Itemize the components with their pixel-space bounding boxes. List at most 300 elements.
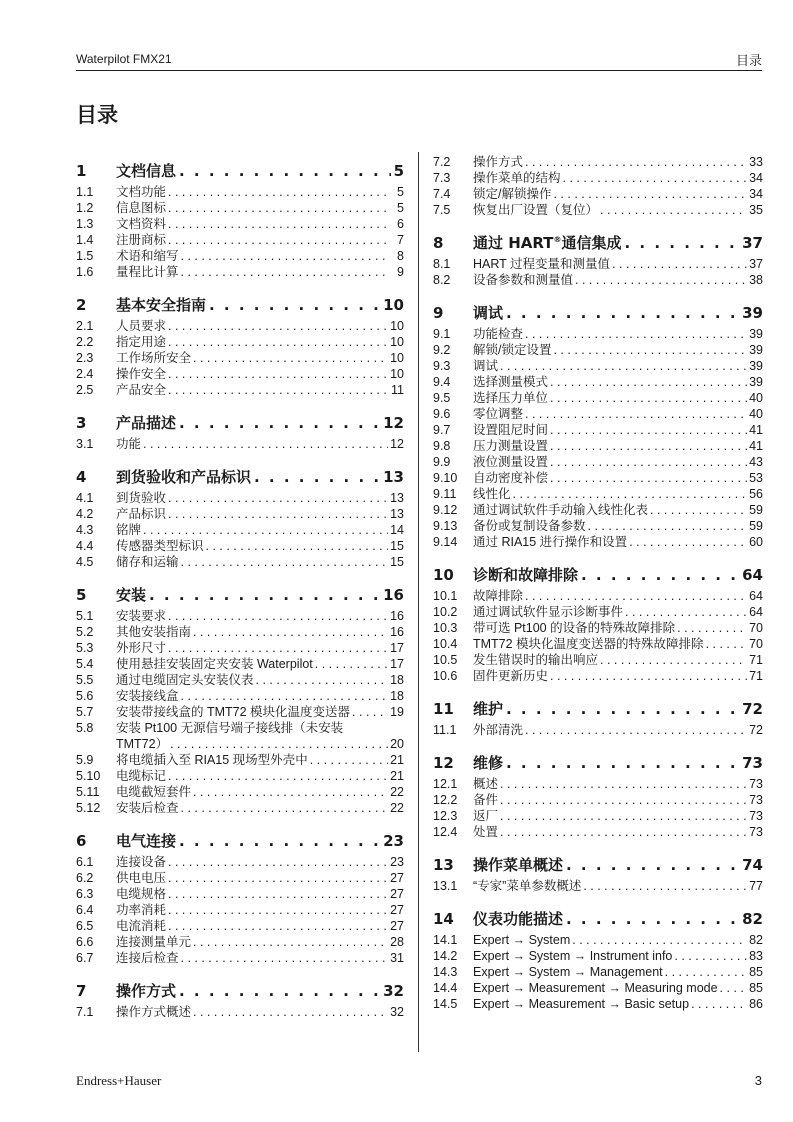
toc-entry[interactable]	[76, 870, 404, 886]
entry-title: 操作方式概述	[116, 1005, 192, 1019]
dot-leader	[566, 856, 739, 874]
section-heading[interactable]	[76, 584, 404, 608]
entry-title: TMT72 模块化温度变送器的特殊故障排除	[473, 637, 704, 651]
toc-entry[interactable]	[433, 948, 763, 964]
toc-entry[interactable]	[433, 342, 763, 358]
toc-entry-continuation[interactable]	[76, 736, 404, 752]
section-heading[interactable]	[433, 854, 763, 878]
entry-number: 9.11	[433, 487, 457, 501]
entry-number: 5.8	[76, 721, 94, 735]
entry-number: 6.1	[76, 855, 94, 869]
entry-page: 23	[390, 855, 404, 869]
entry-number: 9.2	[433, 343, 451, 357]
toc-entry[interactable]	[433, 792, 763, 808]
toc-entry[interactable]	[76, 554, 404, 570]
section-heading[interactable]	[76, 466, 404, 490]
toc-entry[interactable]	[76, 704, 404, 720]
section-page: 5	[393, 162, 404, 180]
entry-title: 通过调试软件显示诊断事件	[473, 605, 624, 619]
toc-section	[76, 294, 404, 398]
section-number: 14	[433, 910, 454, 928]
dot-leader	[168, 382, 388, 398]
section-page: 74	[742, 856, 763, 874]
entry-page: 40	[749, 407, 763, 421]
dot-leader	[181, 248, 388, 264]
header-divider	[76, 70, 762, 71]
dot-leader	[550, 374, 747, 390]
entry-title: 电缆规格	[116, 887, 167, 901]
entry-page: 27	[390, 919, 404, 933]
toc-entry[interactable]	[76, 264, 404, 280]
dot-leader	[193, 1004, 388, 1020]
toc-entry[interactable]	[433, 272, 763, 288]
toc-entry[interactable]	[433, 518, 763, 534]
toc-entry[interactable]	[433, 996, 763, 1012]
entry-title: 选择压力单位	[473, 391, 549, 405]
dot-leader	[550, 422, 747, 438]
section-number: 10	[433, 566, 454, 584]
entry-number: 2.4	[76, 367, 94, 381]
entry-title: 安装后检查	[116, 801, 179, 815]
entry-page: 64	[749, 589, 763, 603]
toc-entry[interactable]	[433, 776, 763, 792]
section-number: 6	[76, 832, 87, 850]
entry-title: 文档功能	[116, 185, 167, 199]
toc-entry[interactable]	[433, 326, 763, 342]
footer-brand: Endress+Hauser	[76, 1073, 162, 1088]
entry-page: 13	[390, 507, 404, 521]
entry-page: 5	[397, 185, 404, 199]
entry-page: 16	[390, 609, 404, 623]
toc-entry[interactable]	[76, 608, 404, 624]
section-page: 37	[742, 234, 763, 252]
dot-leader	[600, 652, 747, 668]
toc-entry[interactable]	[433, 470, 763, 486]
toc-entry[interactable]	[76, 902, 404, 918]
toc-entry[interactable]	[76, 800, 404, 816]
section-title: 安装	[116, 586, 147, 604]
toc-entry[interactable]	[433, 454, 763, 470]
dot-leader	[506, 754, 739, 772]
dot-leader	[181, 688, 388, 704]
dot-leader	[168, 184, 388, 200]
section-title: 文档信息	[116, 162, 177, 180]
toc-section	[433, 698, 763, 738]
entry-page: 39	[749, 343, 763, 357]
entry-page: 31	[390, 951, 404, 965]
entry-title: 处置	[473, 825, 499, 839]
dot-leader	[525, 326, 747, 342]
entry-page: 73	[749, 777, 763, 791]
toc-entry[interactable]	[76, 854, 404, 870]
toc-entry[interactable]	[433, 256, 763, 272]
dot-leader	[588, 518, 747, 534]
entry-title: 电缆截短套件	[116, 785, 192, 799]
entry-number: 3.1	[76, 437, 94, 451]
entry-number: 4.3	[76, 523, 94, 537]
entry-page: 9	[397, 265, 404, 279]
entry-page: 10	[390, 351, 404, 365]
section-heading[interactable]	[433, 232, 763, 256]
entry-number: 9.8	[433, 439, 451, 453]
entry-number: 9.3	[433, 359, 451, 373]
entry-page: 27	[390, 871, 404, 885]
entry-number: 5.7	[76, 705, 94, 719]
entry-page: 37	[749, 257, 763, 271]
toc-entry[interactable]	[433, 604, 763, 620]
section-heading[interactable]	[76, 294, 404, 318]
dot-leader	[550, 438, 747, 454]
entry-number: 12.1	[433, 777, 458, 791]
entry-title: 使用悬挂安装固定夹安装 Waterpilot	[116, 657, 313, 671]
entry-title: 功能检查	[473, 327, 524, 341]
entry-title: 选择测量模式	[473, 375, 549, 389]
toc-entry[interactable]	[433, 722, 763, 738]
entry-title: Expert → System → Management	[473, 965, 663, 979]
toc-entry[interactable]	[76, 672, 404, 688]
entry-title: 备件	[473, 793, 499, 807]
dot-leader	[143, 436, 388, 452]
entry-number: 8.1	[433, 257, 451, 271]
footer-page-number: 3	[754, 1073, 762, 1088]
toc-entry[interactable]	[76, 506, 404, 522]
dot-leader	[720, 980, 747, 996]
entry-title: 故障排除	[473, 589, 524, 603]
dot-leader	[209, 296, 380, 314]
entry-title: 连接设备	[116, 855, 167, 869]
entry-number: 5.10	[76, 769, 101, 783]
toc-entry[interactable]	[76, 318, 404, 334]
toc-entry[interactable]	[433, 406, 763, 422]
entry-number: 13.1	[433, 879, 458, 893]
entry-number: 5.11	[76, 785, 100, 799]
section-heading[interactable]	[433, 908, 763, 932]
dot-leader	[310, 752, 388, 768]
entry-page: 5	[397, 201, 404, 215]
entry-title: 连接后检查	[116, 951, 179, 965]
entry-page: 39	[749, 327, 763, 341]
entry-page: 6	[397, 217, 404, 231]
dot-leader	[168, 506, 388, 522]
section-title: 维修	[473, 754, 504, 772]
entry-title: 设置阻尼时间	[473, 423, 549, 437]
dot-leader	[500, 358, 747, 374]
toc-entry[interactable]	[76, 752, 404, 768]
toc-entry[interactable]	[433, 170, 763, 186]
toc-section	[76, 980, 404, 1020]
entry-number: 6.4	[76, 903, 94, 917]
dot-leader	[170, 736, 388, 752]
toc-entry[interactable]	[76, 490, 404, 506]
section-heading[interactable]	[433, 752, 763, 776]
dot-leader	[181, 950, 388, 966]
entry-title: 外形尺寸	[116, 641, 167, 655]
entry-number: 4.4	[76, 539, 94, 553]
toc-entry[interactable]	[76, 934, 404, 950]
entry-number: 10.6	[433, 669, 458, 683]
toc-entry[interactable]	[76, 334, 404, 350]
entry-number: 10.1	[433, 589, 458, 603]
entry-number: 9.9	[433, 455, 451, 469]
section-number: 5	[76, 586, 87, 604]
dot-leader	[500, 824, 747, 840]
toc-entry[interactable]	[433, 808, 763, 824]
entry-page: 33	[749, 155, 763, 169]
entry-title: 产品标识	[116, 507, 167, 521]
entry-number: 5.4	[76, 657, 94, 671]
dot-leader	[525, 154, 747, 170]
entry-title: 安装带接线盒的 TMT72 模块化温度变送器	[116, 705, 351, 719]
registered-mark: ®	[553, 235, 562, 244]
entry-number: 5.12	[76, 801, 101, 815]
toc-entry[interactable]	[433, 422, 763, 438]
entry-number: 9.13	[433, 519, 458, 533]
toc-entry[interactable]	[76, 232, 404, 248]
entry-title: 调试	[473, 359, 499, 373]
toc-entry[interactable]	[433, 588, 763, 604]
entry-title: 储存和运输	[116, 555, 179, 569]
dot-leader	[181, 554, 388, 570]
entry-page: 19	[390, 705, 404, 719]
entry-page: 16	[390, 625, 404, 639]
toc-entry[interactable]	[76, 918, 404, 934]
entry-page: 40	[749, 391, 763, 405]
entry-number: 9.4	[433, 375, 451, 389]
dot-leader	[500, 808, 747, 824]
toc-entry[interactable]	[433, 878, 763, 894]
section-number: 9	[433, 304, 444, 322]
entry-number: 4.2	[76, 507, 94, 521]
toc-entry[interactable]	[76, 1004, 404, 1020]
toc-entry[interactable]	[433, 374, 763, 390]
toc-entry[interactable]	[433, 668, 763, 684]
entry-number: 6.5	[76, 919, 94, 933]
entry-number: 12.2	[433, 793, 458, 807]
entry-title: 压力测量设置	[473, 439, 549, 453]
entry-page: 64	[749, 605, 763, 619]
entry-page: 83	[749, 949, 763, 963]
entry-title: 锁定/解锁操作	[473, 187, 552, 201]
toc-entry[interactable]	[76, 688, 404, 704]
toc-entry[interactable]	[76, 248, 404, 264]
toc-entry[interactable]	[433, 358, 763, 374]
toc-entry[interactable]	[433, 964, 763, 980]
dot-leader	[168, 366, 388, 382]
entry-title: 操作菜单的结构	[473, 171, 561, 185]
dot-leader	[525, 406, 747, 422]
entry-number: 1.4	[76, 233, 94, 247]
dot-leader	[625, 604, 747, 620]
toc-entry[interactable]	[76, 784, 404, 800]
toc-entry[interactable]	[433, 824, 763, 840]
entry-title: Expert → Measurement → Measuring mode	[473, 981, 718, 995]
section-page: 72	[742, 700, 763, 718]
entry-page: 38	[749, 273, 763, 287]
entry-number: 1.2	[76, 201, 94, 215]
entry-title: 解锁/锁定设置	[473, 343, 552, 357]
entry-page: 8	[397, 249, 404, 263]
section-heading[interactable]	[76, 830, 404, 854]
dot-leader	[254, 468, 380, 486]
entry-number: 1.5	[76, 249, 94, 263]
entry-number: 6.2	[76, 871, 94, 885]
column-divider	[418, 152, 419, 1052]
entry-number: 10.5	[433, 653, 458, 667]
entry-title: 安装要求	[116, 609, 167, 623]
dot-leader	[168, 902, 388, 918]
toc-section	[76, 412, 404, 452]
toc-entry[interactable]	[433, 486, 763, 502]
dot-leader	[625, 234, 740, 252]
toc-section	[433, 752, 763, 840]
toc-entry[interactable]	[76, 366, 404, 382]
toc-entry[interactable]	[433, 652, 763, 668]
toc-entry[interactable]	[433, 186, 763, 202]
section-heading[interactable]	[76, 160, 404, 184]
entry-page: 53	[749, 471, 763, 485]
section-page: 23	[383, 832, 404, 850]
toc-entry-multiline[interactable]	[76, 720, 404, 752]
dot-leader	[168, 334, 388, 350]
section-page: 39	[742, 304, 763, 322]
dot-leader	[168, 870, 388, 886]
toc-entry[interactable]	[433, 534, 763, 550]
entry-page: 73	[749, 809, 763, 823]
toc-entry[interactable]	[76, 184, 404, 200]
toc-entry[interactable]	[76, 768, 404, 784]
section-page: 10	[383, 296, 404, 314]
dot-leader	[600, 202, 747, 218]
dot-leader	[500, 776, 747, 792]
toc-entry[interactable]	[433, 620, 763, 636]
dot-leader	[179, 162, 391, 180]
entry-page: 18	[390, 673, 404, 687]
toc-entry[interactable]	[76, 350, 404, 366]
entry-page: 39	[749, 359, 763, 373]
dot-leader	[525, 588, 747, 604]
toc-entry[interactable]	[76, 436, 404, 452]
toc-entry[interactable]	[433, 502, 763, 518]
toc-entry[interactable]	[76, 624, 404, 640]
entry-number: 9.6	[433, 407, 451, 421]
toc-entry[interactable]	[433, 390, 763, 406]
section-heading[interactable]	[76, 412, 404, 436]
entry-page: 13	[390, 491, 404, 505]
dot-leader	[506, 700, 739, 718]
toc-entry[interactable]	[76, 656, 404, 672]
entry-page: 71	[749, 669, 763, 683]
section-title: 诊断和故障排除	[473, 566, 579, 584]
dot-leader	[181, 264, 388, 280]
dot-leader	[168, 490, 388, 506]
toc-entry[interactable]	[433, 438, 763, 454]
entry-number: 8.2	[433, 273, 451, 287]
dot-leader	[553, 342, 747, 358]
toc-entry[interactable]	[433, 202, 763, 218]
dot-leader	[168, 886, 388, 902]
entry-title: 设备参数和测量值	[473, 273, 574, 287]
entry-page: 12	[390, 437, 404, 451]
section-heading[interactable]	[433, 302, 763, 326]
toc-section	[433, 854, 763, 894]
toc-entry[interactable]	[76, 216, 404, 232]
entry-number: 4.5	[76, 555, 94, 569]
entry-title: 量程比计算	[116, 265, 179, 279]
entry-number: 2.1	[76, 319, 94, 333]
entry-page: 41	[749, 439, 763, 453]
entry-number: 9.7	[433, 423, 451, 437]
toc-entry[interactable]	[76, 640, 404, 656]
toc-section	[433, 908, 763, 1012]
toc-entry[interactable]	[76, 886, 404, 902]
toc-section-continued	[433, 154, 763, 218]
toc-entry[interactable]	[76, 200, 404, 216]
entry-page: 34	[749, 187, 763, 201]
entry-title: “专家”菜单参数概述	[473, 879, 582, 893]
dot-leader	[550, 668, 747, 684]
entry-title: 功能	[116, 437, 142, 451]
entry-page: 15	[390, 539, 404, 553]
toc-entry[interactable]	[76, 382, 404, 398]
entry-title: 线性化	[473, 487, 511, 501]
toc-entry[interactable]	[76, 950, 404, 966]
toc-entry[interactable]	[76, 538, 404, 554]
section-title: 通过 HART®通信集成	[473, 234, 622, 252]
entry-title: 自动密度补偿	[473, 471, 549, 485]
entry-number: 12.4	[433, 825, 458, 839]
toc-entry[interactable]	[76, 720, 404, 736]
entry-page: 70	[749, 621, 763, 635]
entry-number: 4.1	[76, 491, 94, 505]
dot-leader	[550, 454, 747, 470]
dot-leader	[550, 390, 747, 406]
entry-number: 14.5	[433, 997, 458, 1011]
entry-number: 2.2	[76, 335, 94, 349]
entry-number: 7.3	[433, 171, 451, 185]
toc-entry[interactable]	[433, 636, 763, 652]
entry-number: 1.3	[76, 217, 94, 231]
section-page: 13	[383, 468, 404, 486]
entry-title: Expert → System → Instrument info	[473, 949, 673, 963]
entry-page: 77	[749, 879, 763, 893]
entry-number: 5.1	[76, 609, 94, 623]
entry-number: 12.3	[433, 809, 458, 823]
entry-number: 9.1	[433, 327, 451, 341]
entry-page: 59	[749, 503, 763, 517]
section-heading[interactable]	[433, 564, 763, 588]
toc-entry[interactable]	[433, 980, 763, 996]
dot-leader	[193, 934, 388, 950]
section-title: 电气连接	[116, 832, 177, 850]
entry-title: 通过 RIA15 进行操作和设置	[473, 535, 628, 549]
entry-page: 35	[749, 203, 763, 217]
dot-leader	[168, 200, 388, 216]
toc-entry[interactable]	[76, 522, 404, 538]
entry-page: 60	[749, 535, 763, 549]
entry-title: 产品安全	[116, 383, 167, 397]
dot-leader	[206, 538, 388, 554]
entry-title-continued: TMT72）	[116, 737, 169, 751]
section-heading[interactable]	[76, 980, 404, 1004]
dot-leader	[550, 470, 747, 486]
dot-leader	[168, 768, 388, 784]
toc-section	[433, 564, 763, 684]
toc-entry[interactable]	[433, 154, 763, 170]
section-heading[interactable]	[433, 698, 763, 722]
entry-page: 22	[390, 785, 404, 799]
entry-title: 电缆标记	[116, 769, 167, 783]
toc-entry[interactable]	[433, 932, 763, 948]
